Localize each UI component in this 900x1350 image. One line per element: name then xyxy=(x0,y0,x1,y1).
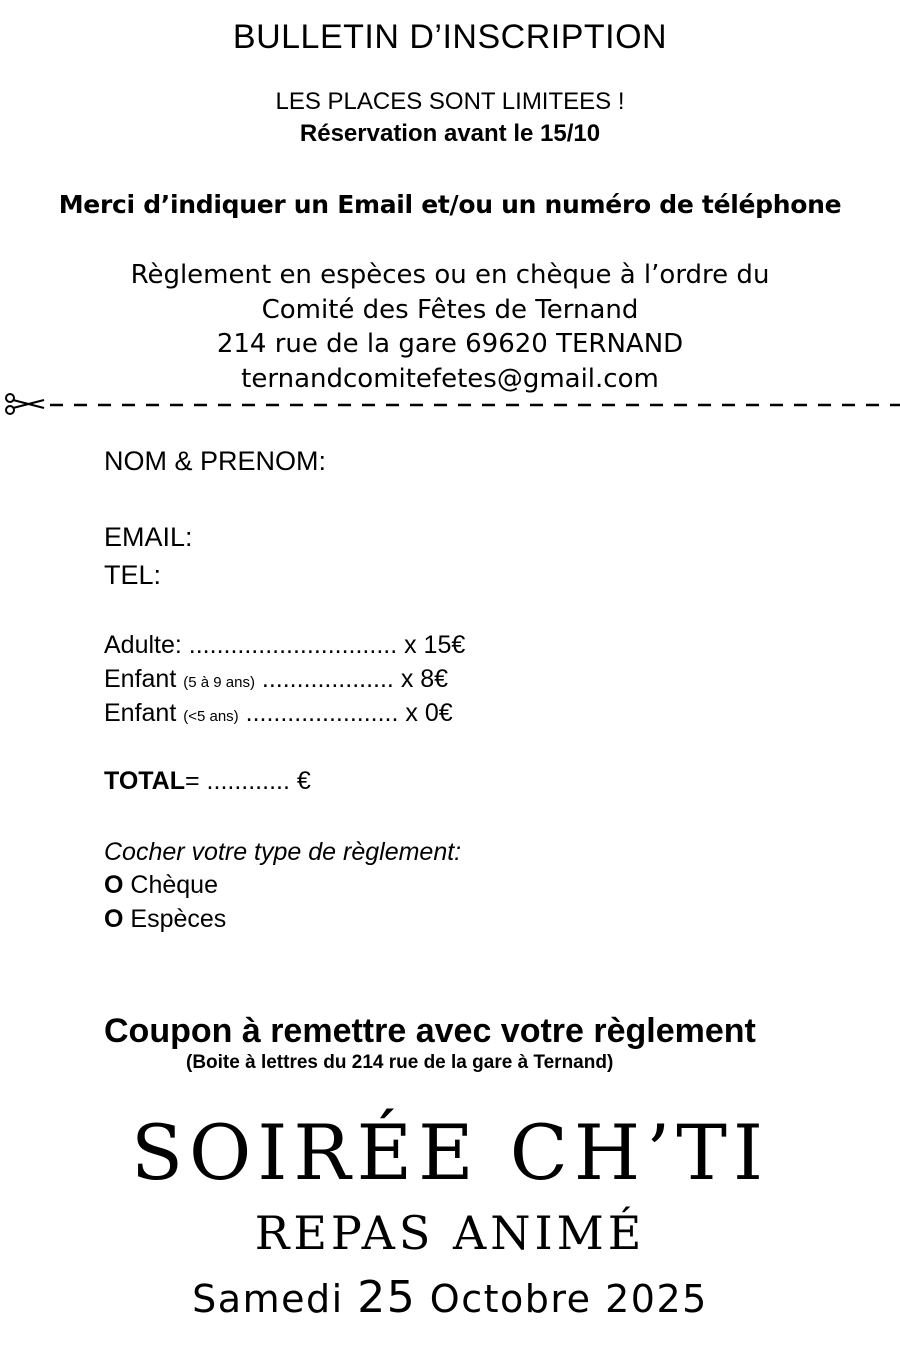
checkbox-mark: O xyxy=(104,871,124,899)
checkbox-mark: O xyxy=(104,905,124,933)
option-label: Chèque xyxy=(123,871,218,899)
cut-line-graphic xyxy=(0,388,900,418)
child-age-range: (5 à 9 ans) xyxy=(183,674,255,691)
child-under-5-price-line xyxy=(104,699,453,728)
name-field-label: NOM & PRENOM: xyxy=(104,446,327,476)
total-line xyxy=(104,767,311,796)
event-title: SOIRÉE CH’TI xyxy=(130,1108,770,1197)
adult-dots: .............................. xyxy=(181,631,405,659)
payment-info xyxy=(0,258,900,396)
tel-field-label: TEL: xyxy=(104,560,162,590)
child-price: x 0€ xyxy=(405,699,453,727)
scissors-icon xyxy=(6,394,44,414)
total-label: TOTAL xyxy=(104,767,186,795)
adult-price-line xyxy=(104,631,465,660)
child-label: Enfant xyxy=(104,665,184,693)
contact-request: Merci d’indiquer un Email et/ou un numéro de téléphone xyxy=(58,190,842,219)
reservation-deadline: Réservation avant le 15/10 xyxy=(299,120,601,147)
child-5-9-price-line xyxy=(104,665,448,694)
event-subtitle: REPAS ANIMÉ xyxy=(254,1206,646,1260)
limited-places-notice: LES PLACES SONT LIMITEES ! xyxy=(275,88,625,115)
payment-type-prompt: Cocher votre type de règlement: xyxy=(104,838,462,866)
payment-address: 214 rue de la gare 69620 TERNAND xyxy=(216,329,684,359)
child-dots: ................... xyxy=(254,665,401,693)
payment-option-cheque xyxy=(104,871,218,900)
email-field-label: EMAIL: xyxy=(104,522,193,552)
payment-info-line: Règlement en espèces ou en chèque à l’ordre du xyxy=(130,260,770,290)
event-date xyxy=(0,1272,900,1323)
option-label: Espèces xyxy=(123,905,227,933)
page-title: BULLETIN D’INSCRIPTION xyxy=(232,18,668,56)
coupon-title: Coupon à remettre avec votre règlement xyxy=(104,1012,756,1050)
adult-label: Adulte: xyxy=(104,631,182,659)
adult-price: x 15€ xyxy=(404,631,466,659)
coupon-subtitle: (Boite à lettres du 214 rue de la gare à Ternand) xyxy=(186,1052,614,1073)
event-date-day: 25 xyxy=(357,1272,417,1323)
event-date-month-year: Octobre 2025 xyxy=(416,1277,708,1321)
payment-email: ternandcomitefetes@gmail.com xyxy=(241,363,659,394)
child-age-range: (<5 ans) xyxy=(183,708,239,725)
payment-option-especes xyxy=(104,905,226,934)
cut-line xyxy=(0,388,900,418)
event-date-weekday: Samedi xyxy=(192,1277,358,1321)
child-label: Enfant xyxy=(104,699,184,727)
child-dots: ...................... xyxy=(238,699,406,727)
total-blank: = ............ € xyxy=(185,767,311,795)
child-price: x 8€ xyxy=(400,665,449,693)
payment-info-line: Comité des Fêtes de Ternand xyxy=(261,294,639,325)
